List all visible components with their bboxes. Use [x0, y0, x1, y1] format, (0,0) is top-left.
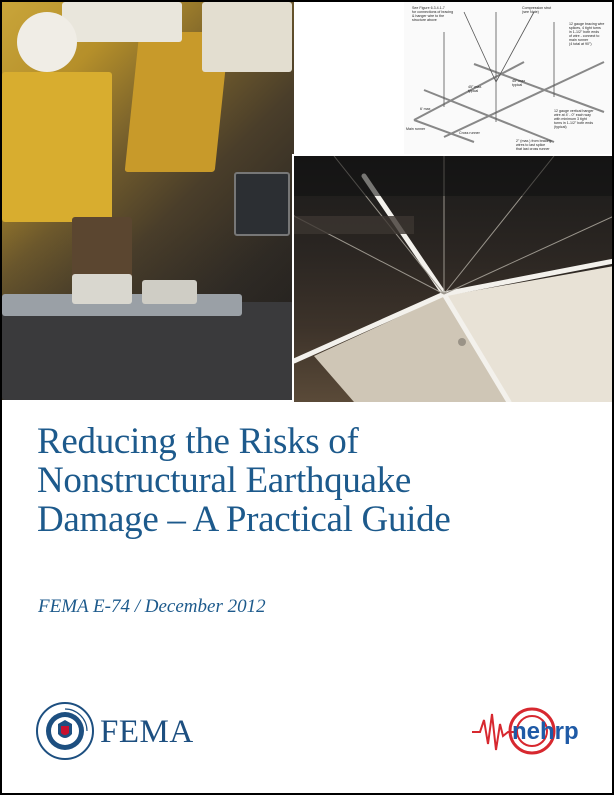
document-title: [37, 422, 597, 539]
bracing-diagram-drawing: [404, 2, 612, 156]
window: [234, 172, 290, 236]
diagram-label: 6' max: [420, 107, 431, 111]
insulation-debris: [17, 12, 77, 72]
insulation-debris: [62, 2, 182, 42]
nehrp-wordmark: nehrp: [512, 718, 579, 745]
diagram-label: of wire - connect to: [569, 34, 600, 38]
diagram-label: (4 total at 90°): [569, 42, 592, 46]
diagram-label: turns in 1-1/2" both ends: [554, 121, 594, 125]
diagram-label: (typical): [554, 125, 567, 129]
nehrp-logo-icon: [470, 694, 598, 764]
diagram-label: that last cross runner: [516, 147, 550, 151]
diagram-label: 2" (max.) from bracing: [516, 139, 552, 143]
diagram-label: Main runner: [406, 127, 426, 131]
publication-info: FEMA E-74 / December 2012: [38, 596, 266, 617]
diagram-label: typical: [512, 83, 523, 87]
diagram-label: in 1-1/2" both ends: [569, 30, 600, 34]
diagram-label: main runner: [569, 38, 589, 42]
diagram-label: Compression strut: [522, 6, 552, 10]
insulation-debris: [202, 2, 292, 72]
fema-wordmark: FEMA: [100, 714, 194, 750]
diagram-label: 45° max.: [468, 85, 483, 89]
ceiling-bracing-diagram: [404, 2, 612, 156]
dhs-seal-icon: [36, 702, 94, 760]
diagram-label: 12 gauge bracing wire: [569, 22, 605, 26]
diagram-label: typical: [468, 89, 479, 93]
diagram-label: wires to last splice: [516, 143, 546, 147]
diagram-label: structure above: [412, 18, 437, 22]
title-line: Reducing the Risks of: [37, 421, 359, 462]
diagram-label: 12 gauge vertical hanger: [554, 109, 594, 113]
printer: [142, 280, 197, 304]
ceiling-grid-drawing: [294, 156, 614, 402]
diagram-label: for connections of bracing: [412, 10, 454, 14]
ceiling-grid-photo: [292, 154, 614, 402]
diagram-label: splices, 4 tight turns: [569, 26, 601, 30]
diagram-label: & hanger wire to the: [412, 14, 445, 18]
title-line: Nonstructural Earthquake: [37, 460, 411, 501]
desk-area: [2, 302, 294, 400]
title-line: Damage – A Practical Guide: [37, 499, 451, 540]
fallen-ceiling-panel: [2, 72, 112, 222]
printer: [72, 274, 132, 304]
diagram-label: (see Note): [522, 10, 539, 14]
diagram-label: Cross runner: [459, 131, 480, 135]
diagram-label: See Figure 6.3.4.1-7: [412, 6, 445, 10]
diagram-label: with minimum 3 tight: [554, 117, 587, 121]
diagram-label: wire at 4' - 0" each way: [554, 113, 591, 117]
damaged-office-photo: [2, 2, 294, 400]
diagram-label: 45° max: [512, 79, 526, 83]
